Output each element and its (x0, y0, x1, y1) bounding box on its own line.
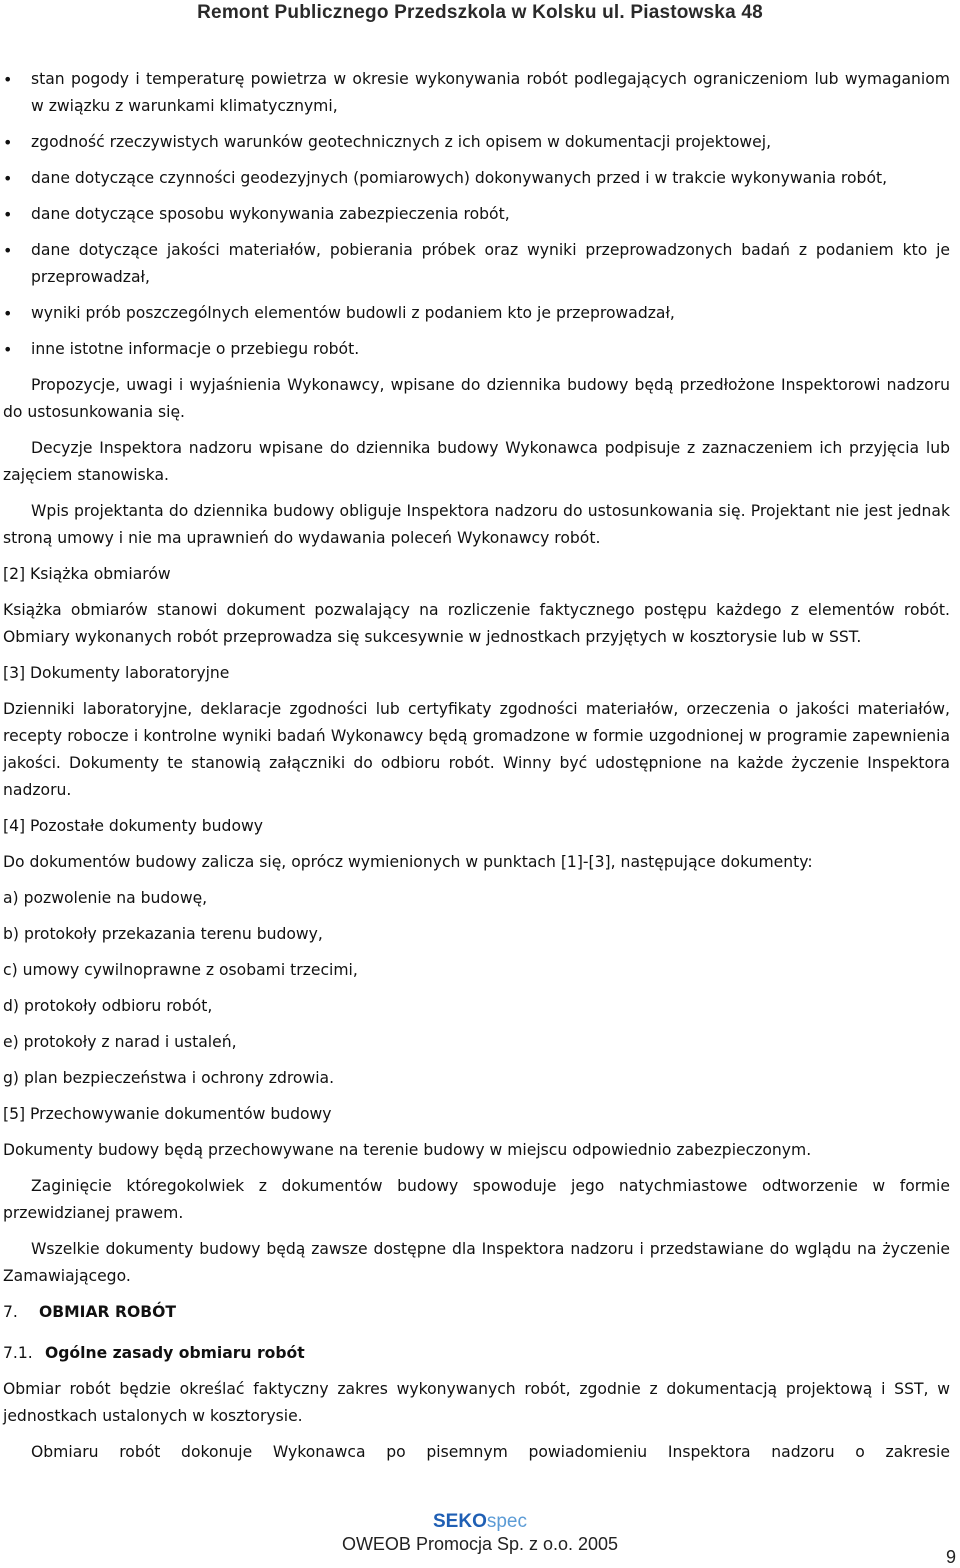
list-item: • dane dotyczące sposobu wykonywania zabezpieczenia robót, (3, 201, 950, 228)
diary-entries-list (3, 66, 950, 363)
paragraph: Decyzje Inspektora nadzoru wpisane do dziennika budowy Wykonawca podpisuje z zaznaczeniem ich przyjęcia lub zajęciem stanowiska. (3, 439, 950, 484)
paragraph: Do dokumentów budowy zalicza się, oprócz wymienionych w punktach [1]-[3], następujące dokumenty: (3, 853, 813, 871)
paragraph: Obmiar robót będzie określać faktyczny zakres wykonywanych robót, zgodnie z dokumentacją projektową i SST, w jednostkach ustalonych w kosztorysie. (3, 1380, 950, 1425)
subheading-storage: [5] Przechowywanie dokumentów budowy (3, 1105, 332, 1123)
logo-part-1: SEKO (433, 1511, 487, 1532)
paragraph: Propozycje, uwagi i wyjaśnienia Wykonawcy, wpisane do dziennika budowy będą przedłożone Inspektorowi nadzoru do ustosunkowania się. (3, 376, 950, 421)
list-item: • wyniki prób poszczególnych elementów budowli z podaniem kto je przeprowadzał, (3, 300, 950, 327)
section-heading-7 (3, 1299, 950, 1326)
page-header-title: Remont Publicznego Przedszkola w Kolsku ul. Piastowska 48 (197, 2, 763, 23)
paragraph: Wpis projektanta do dziennika budowy obliguje Inspektora nadzoru do ustosunkowania się. Projektant nie jest jednak stroną umowy i nie ma uprawnień do wydawania poleceń Wykonawcy robót. (3, 502, 950, 547)
section-title: Ogólne zasady obmiaru robót (45, 1344, 305, 1362)
paragraph: Zaginięcie któregokolwiek z dokumentów budowy spowoduje jego natychmiastowe odtworzenie w formie przewidzianej prawem. (3, 1177, 950, 1222)
document-list-item: d) protokoły odbioru robót, (3, 997, 213, 1015)
document-list-item: b) protokoły przekazania terenu budowy, (3, 925, 323, 943)
list-item: • dane dotyczące czynności geodezyjnych (pomiarowych) dokonywanych przed i w trakcie wykonywania robót, (3, 165, 950, 192)
subheading-lab-documents: [3] Dokumenty laboratoryjne (3, 664, 230, 682)
footer-text: OWEOB Promocja Sp. z o.o. 2005 (341, 1534, 619, 1554)
list-item: • dane dotyczące jakości materiałów, pobierania próbek oraz wyniki przeprowadzonych badań z podaniem kto je przeprowadzał, (3, 237, 950, 291)
document-list-item: a) pozwolenie na budowę, (3, 889, 208, 907)
section-number: 7. (3, 1303, 18, 1321)
list-item: • zgodność rzeczywistych warunków geotechnicznych z ich opisem w dokumentacji projektowej, (3, 129, 950, 156)
document-list-item: c) umowy cywilnoprawne z osobami trzecimi, (3, 961, 358, 979)
list-item: • stan pogody i temperaturę powietrza w okresie wykonywania robót podlegających ograniczeniom lub wymaganiom w związku z warunkami klimatycznymi, (3, 66, 950, 120)
page-content (3, 66, 950, 1475)
footer-logo (0, 1511, 960, 1533)
section-heading-7-1 (3, 1340, 950, 1367)
page-number: 9 (945, 1547, 956, 1567)
paragraph: Obmiaru robót dokonuje Wykonawca po pisemnym powiadomieniu Inspektora nadzoru o zakresie (31, 1443, 950, 1461)
paragraph: Książka obmiarów stanowi dokument pozwalający na rozliczenie faktycznego postępu każdego z elementów robót. Obmiary wykonanych robót przeprowadza się sukcesywnie w jednostkach przyjętych w kosztorysie lub w SST. (3, 601, 950, 646)
paragraph: Wszelkie dokumenty budowy będą zawsze dostępne dla Inspektora nadzoru i przedstawiane do wglądu na życzenie Zamawiającego. (3, 1240, 950, 1285)
subheading-other-documents: [4] Pozostałe dokumenty budowy (3, 817, 263, 835)
paragraph: Dokumenty budowy będą przechowywane na terenie budowy w miejscu odpowiednio zabezpieczonym. (3, 1141, 812, 1159)
list-item: • inne istotne informacje o przebiegu robót. (3, 336, 950, 363)
document-list-item: g) plan bezpieczeństwa i ochrony zdrowia. (3, 1069, 335, 1087)
paragraph: Dzienniki laboratoryjne, deklaracje zgodności lub certyfikaty zgodności materiałów, orzeczenia o jakości materiałów, recepty robocze i kontrolne wyniki badań Wykonawcy będą gromadzone w formie uzgodnionej w programie zapewnienia jakości. Dokumenty te stanowią załączniki do odbioru robót. Winny być udostępnione na każde życzenie Inspektora nadzoru. (3, 700, 950, 799)
document-list-item: e) protokoły z narad i ustaleń, (3, 1033, 237, 1051)
section-title: OBMIAR ROBÓT (39, 1303, 177, 1321)
logo-part-2: spec (486, 1511, 527, 1532)
section-number: 7.1. (3, 1344, 33, 1362)
subheading-measurement-book: [2] Książka obmiarów (3, 565, 171, 583)
